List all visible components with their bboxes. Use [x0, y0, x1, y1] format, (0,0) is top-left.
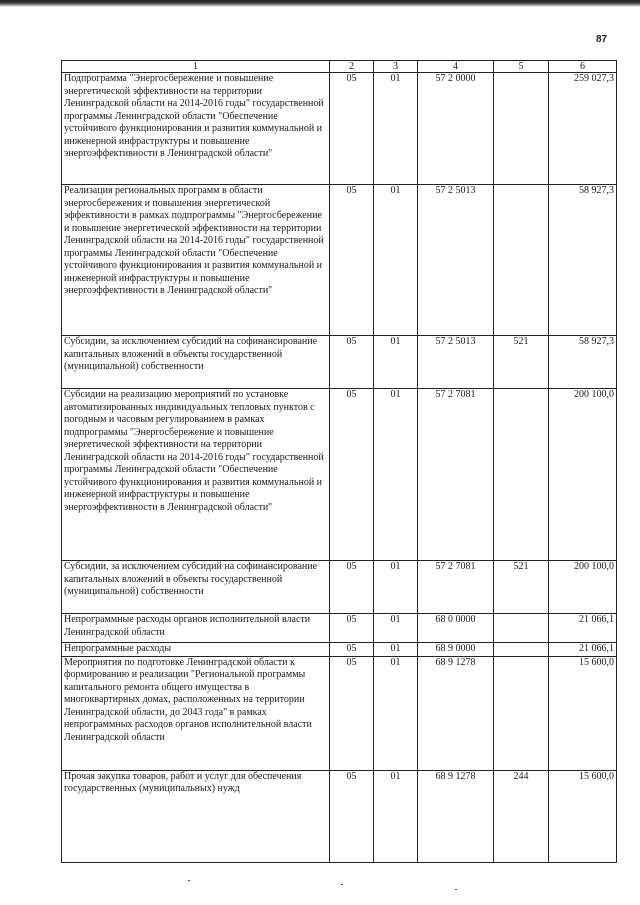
row-amount: 58 927,3 — [549, 185, 617, 336]
row-subsection: 01 — [374, 185, 418, 336]
page-number: 87 — [596, 34, 608, 45]
col-header-3: 3 — [374, 61, 418, 73]
row-section: 05 — [330, 185, 374, 336]
row-subsection: 01 — [374, 389, 418, 561]
row-expense-type: 244 — [494, 770, 549, 862]
table-row — [62, 770, 617, 862]
row-amount: 259 027,3 — [549, 73, 617, 185]
table-row — [62, 643, 617, 657]
col-header-5: 5 — [494, 61, 549, 73]
row-amount: 58 927,3 — [549, 336, 617, 389]
row-amount: 15 600,0 — [549, 656, 617, 770]
row-amount: 15 600,0 — [549, 770, 617, 862]
table-row — [62, 614, 617, 643]
row-target-code: 57 2 0000 — [418, 73, 494, 185]
row-name: Субсидии на реализацию мероприятий по установке автоматизированных индивидуальных тепловых пунктов с погодным и часовым регулированием в рамках подпрограммы "Энергосбережение и повышение энергетической эффективности на территории Ленинградской области на 2014-2016 годы" государственной программы Ленинградской области "Обеспечение устойчивого функционирования и развития коммунальной и инженерной инфраструктуры и повышение энергоэффективности в Ленинградской области" — [62, 389, 330, 561]
row-target-code: 57 2 7081 — [418, 389, 494, 561]
row-amount: 200 100,0 — [549, 389, 617, 561]
scan-speck — [455, 889, 457, 890]
table-row — [62, 73, 617, 185]
row-section: 05 — [330, 73, 374, 185]
col-header-4: 4 — [418, 61, 494, 73]
row-expense-type: 521 — [494, 561, 549, 614]
row-name: Субсидии, за исключением субсидий на софинансирование капитальных вложений в объекты государственной (муниципальной) собственности — [62, 561, 330, 614]
row-section: 05 — [330, 614, 374, 643]
row-section: 05 — [330, 389, 374, 561]
row-section: 05 — [330, 770, 374, 862]
row-name: Прочая закупка товаров, работ и услуг для обеспечения государственных (муниципальных) нужд — [62, 770, 330, 862]
row-expense-type — [494, 656, 549, 770]
row-subsection: 01 — [374, 656, 418, 770]
row-target-code: 57 2 7081 — [418, 561, 494, 614]
row-section: 05 — [330, 643, 374, 657]
row-subsection: 01 — [374, 73, 418, 185]
row-subsection: 01 — [374, 561, 418, 614]
row-name: Непрограммные расходы — [62, 643, 330, 657]
row-target-code: 57 2 5013 — [418, 185, 494, 336]
table-row — [62, 185, 617, 336]
table-row — [62, 561, 617, 614]
row-amount: 200 100,0 — [549, 561, 617, 614]
row-expense-type — [494, 614, 549, 643]
row-name: Субсидии, за исключением субсидий на софинансирование капитальных вложений в объекты государственной (муниципальной) собственности — [62, 336, 330, 389]
row-subsection: 01 — [374, 770, 418, 862]
row-target-code: 68 0 0000 — [418, 614, 494, 643]
row-section: 05 — [330, 656, 374, 770]
row-expense-type — [494, 185, 549, 336]
row-name: Мероприятия по подготовке Ленинградской области к формированию и реализации "Региональной программы капитального ремонта общего имущества в многоквартирных домах, расположенных на территории Ленинградской области, до 2043 года" в рамках непрограммных расходов органов исполнительной власти Ленинградской области — [62, 656, 330, 770]
row-amount: 21 066,1 — [549, 643, 617, 657]
row-target-code: 68 9 0000 — [418, 643, 494, 657]
table-row — [62, 656, 617, 770]
row-amount: 21 066,1 — [549, 614, 617, 643]
budget-table — [61, 60, 617, 863]
scan-top-edge — [0, 0, 640, 7]
scan-speck — [341, 884, 343, 885]
row-name: Непрограммные расходы органов исполнительной власти Ленинградской области — [62, 614, 330, 643]
table-row — [62, 389, 617, 561]
row-section: 05 — [330, 336, 374, 389]
col-header-6: 6 — [549, 61, 617, 73]
col-header-1: 1 — [62, 61, 330, 73]
col-header-2: 2 — [330, 61, 374, 73]
row-name: Подпрограмма "Энергосбережение и повышение энергетической эффективности на территории Ленинградской области на 2014-2016 годы" государственной программы Ленинградской области "Обеспечение устойчивого функционирования и развития коммунальной и инженерной инфраструктуры и повышение энергоэффективности в Ленинградской области" — [62, 73, 330, 185]
row-subsection: 01 — [374, 614, 418, 643]
row-name: Реализация региональных программ в области энергосбережения и повышения энергетической эффективности в рамках подпрограммы "Энергосбережение и повышение энергетической эффективности на территории Ленинградской области на 2014-2016 годы" государственной программы Ленинградской области "Обеспечение устойчивого функционирования и развития коммунальной и инженерной инфраструктуры и повышение энергоэффективности в Ленинградской области" — [62, 185, 330, 336]
row-subsection: 01 — [374, 336, 418, 389]
row-expense-type — [494, 643, 549, 657]
row-subsection: 01 — [374, 643, 418, 657]
row-target-code: 68 9 1278 — [418, 656, 494, 770]
row-target-code: 57 2 5013 — [418, 336, 494, 389]
row-expense-type — [494, 389, 549, 561]
row-section: 05 — [330, 561, 374, 614]
table-row — [62, 336, 617, 389]
row-expense-type — [494, 73, 549, 185]
row-expense-type: 521 — [494, 336, 549, 389]
row-target-code: 68 9 1278 — [418, 770, 494, 862]
scan-speck — [188, 880, 190, 881]
header-row — [62, 61, 617, 73]
